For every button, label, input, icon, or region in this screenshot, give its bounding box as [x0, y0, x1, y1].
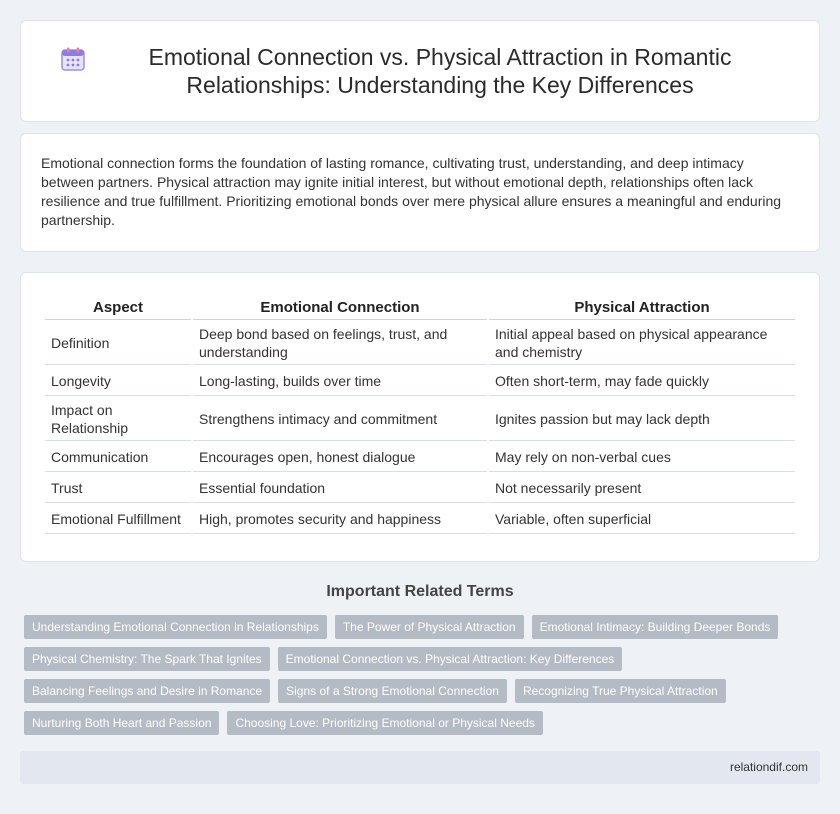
cell-aspect: Communication	[45, 443, 191, 472]
table-header-row	[45, 295, 795, 320]
cell-aspect: Emotional Fulfillment	[45, 505, 191, 534]
cell-physical: May rely on non-verbal cues	[489, 443, 795, 472]
table-row	[45, 367, 795, 396]
header-physical-attraction: Physical Attraction	[489, 295, 795, 320]
table-row	[45, 398, 795, 441]
related-term-link[interactable]: Emotional Intimacy: Building Deeper Bonds	[532, 615, 779, 639]
comparison-table	[43, 293, 797, 536]
title-card	[20, 20, 820, 122]
cell-emotional: Strengthens intimacy and commitment	[193, 398, 487, 441]
related-term-link[interactable]: Recognizing True Physical Attraction	[515, 679, 726, 703]
cell-emotional: Long-lasting, builds over time	[193, 367, 487, 396]
related-terms-title: Important Related Terms	[326, 583, 514, 600]
cell-physical: Not necessarily present	[489, 474, 795, 503]
related-term-link[interactable]: Understanding Emotional Connection in Relationships	[24, 615, 327, 639]
cell-aspect: Definition	[45, 322, 191, 365]
header-emotional-connection: Emotional Connection	[193, 295, 487, 320]
cell-aspect: Longevity	[45, 367, 191, 396]
related-term-link[interactable]: Choosing Love: Prioritizing Emotional or Physical Needs	[227, 711, 542, 735]
page-title: Emotional Connection vs. Physical Attraction in Romantic Relationships: Understanding the Key Differences	[148, 44, 732, 98]
table-row	[45, 443, 795, 472]
comparison-table-card	[20, 272, 820, 562]
related-term-link[interactable]: Emotional Connection vs. Physical Attraction: Key Differences	[278, 647, 623, 671]
footer-site[interactable]: relationdif.com	[729, 760, 808, 774]
intro-card	[20, 133, 820, 252]
related-terms-list	[24, 615, 814, 743]
cell-physical: Often short-term, may fade quickly	[489, 367, 795, 396]
related-term-link[interactable]: Signs of a Strong Emotional Connection	[278, 679, 507, 703]
cell-emotional: Essential foundation	[193, 474, 487, 503]
cell-emotional: High, promotes security and happiness	[193, 505, 487, 534]
cell-physical: Ignites passion but may lack depth	[489, 398, 795, 441]
table-row	[45, 505, 795, 534]
table-row	[45, 474, 795, 503]
calendar-icon	[60, 46, 86, 72]
cell-emotional: Deep bond based on feelings, trust, and understanding	[193, 322, 487, 365]
cell-emotional: Encourages open, honest dialogue	[193, 443, 487, 472]
title-wrap	[60, 43, 780, 99]
related-term-link[interactable]: The Power of Physical Attraction	[335, 615, 524, 639]
cell-aspect: Trust	[45, 474, 191, 503]
related-term-link[interactable]: Physical Chemistry: The Spark That Ignites	[24, 647, 270, 671]
related-term-link[interactable]: Balancing Feelings and Desire in Romance	[24, 679, 270, 703]
cell-aspect: Impact on Relationship	[45, 398, 191, 441]
cell-physical: Variable, often superficial	[489, 505, 795, 534]
intro-paragraph: Emotional connection forms the foundation of lasting romance, cultivating trust, understanding, and deep intimacy between partners. Physical attraction may ignite initial interest, but without emotional depth, relationships often lack resilience and true fulfillment. Prioritizing emotional bonds over mere physical allure ensures a meaningful and enduring partnership.	[41, 155, 782, 228]
related-term-link[interactable]: Nurturing Both Heart and Passion	[24, 711, 219, 735]
footer	[20, 751, 820, 784]
table-row	[45, 322, 795, 365]
cell-physical: Initial appeal based on physical appearance and chemistry	[489, 322, 795, 365]
header-aspect: Aspect	[45, 295, 191, 320]
